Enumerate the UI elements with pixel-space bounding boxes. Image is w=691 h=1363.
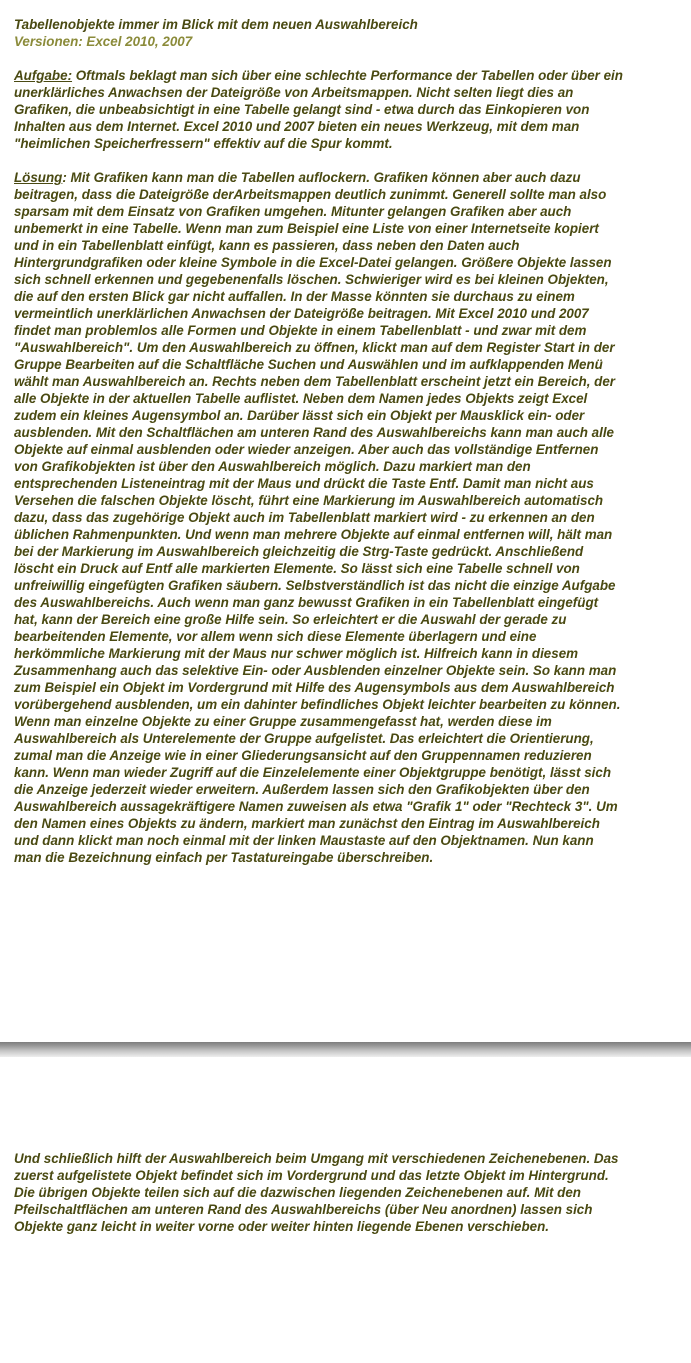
page-break-separator	[0, 1042, 691, 1057]
document-page-2	[0, 1057, 691, 1363]
continuation-paragraph: Und schließlich hilft der Auswahlbereich beim Umgang mit verschiedenen Zeichenebenen. Das zuerst aufgelistete Objekt befindet sich im Vordergrund und das letzte Objekt im Hintergrund. Die übrigen Objekte teilen sich auf die dazwischen liegenden Zeichenebenen auf. Mit den Pfeilschaltflächen am unteren Rand des Auswahlbereichs (über Neu anordnen) lassen sich Objekte ganz leicht in weiter vorne oder weiter hinten liegende Ebenen verschieben.	[14, 1151, 619, 1234]
page-1-content	[14, 16, 624, 866]
solution-text: : Mit Grafiken kann man die Tabellen auflockern. Grafiken können aber auch dazu beitragen, dass die Dateigröße derArbeitsmappen deutlich zunimmt. Generell sollte man also sparsam mit dem Einsatz von Grafiken umgehen. Mitunter gelangen Grafiken aber auch unbemerkt in eine Tabelle. Wenn man zum Beispiel eine Liste von einer Internetseite kopiert und in ein Tabellenblatt einfügt, kann es passieren, dass neben den Daten auch Hintergrundgrafiken oder kleine Symbole in die Excel-Datei gelangen. Größere Objekte lassen sich schnell erkennen und gegebenenfalls löschen. Schwieriger wird es bei kleinen Objekten, die auf den ersten Blick gar nicht auffallen. In der Masse könnten sie durchaus zu einem vermeintlich unerklärlichen Anwachsen der Dateigröße beitragen. Mit Excel 2010 und 2007 findet man problemlos alle Formen und Objekte in einem Tabellenblatt - und zwar mit dem "Auswahlbereich". Um den Auswahlbereich zu öffnen, klickt man auf dem Register Start in der Gruppe Bearbeiten auf die Schaltfläche Suchen und Auswählen und im aufklappenden Menü wählt man Auswahlbereich an. Rechts neben dem Tabellenblatt erscheint jetzt ein Bereich, der alle Objekte in der aktuellen Tabelle auflistet. Neben dem Namen jedes Objekts zeigt Excel zudem ein kleines Augensymbol an. Darüber lässt sich ein Objekt per Mausklick ein- oder ausblenden. Mit den Schaltflächen am unteren Rand des Auswahlbereichs kann man auch alle Objekte auf einmal ausblenden oder wieder anzeigen. Aber auch das vollständige Entfernen von Grafikobjekten ist über den Auswahlbereich möglich. Dazu markiert man den entsprechenden Listeneintrag mit der Maus und drückt die Taste Entf. Damit man nicht aus Versehen die falschen Objekte löscht, führt eine Markierung im Auswahlbereich automatisch dazu, dass das zugehörige Objekt auch im Tabellenblatt markiert wird - zu erkennen an den üblichen Rahmenpunkten. Und wenn man mehrere Objekte auf einmal entfernen will, hält man bei der Markierung im Auswahlbereich gleichzeitig die Strg-Taste gedrückt. Anschließend löscht ein Druck auf Entf alle markierten Elemente. So lässt sich eine Tabelle schnell von unfreiwillig eingefügten Grafiken säubern. Selbstverständlich ist das nicht die einzige Aufgabe des Auswahlbereichs. Auch wenn man ganz bewusst Grafiken in ein Tabellenblatt eingefügt hat, kann der Bereich eine große Hilfe sein. So erleichtert er die Auswahl der gerade zu bearbeitenden Elemente, vor allem wenn sich diese Elemente überlagern und eine herkömmliche Markierung mit der Maus nur schwer möglich ist. Hilfreich kann in diesem Zusammenhang auch das selektive Ein- oder Ausblenden einzelner Objekte sein. So kann man zum Beispiel ein Objekt im Vordergrund mit Hilfe des Augensymbols aus dem Auswahlbereich vorübergehend ausblenden, um ein dahinter befindliches Objekt leichter bearbeiten zu können. Wenn man einzelne Objekte zu einer Gruppe zusammengefasst hat, werden diese im Auswahlbereich als Unterelemente der Gruppe aufgelistet. Das erleichtert die Orientierung, zumal man die Anzeige wie in einer Gliederungsansicht auf den Gruppennamen reduzieren kann. Wenn man wieder Zugriff auf die Einzelelemente einer Objektgruppe benötigt, lässt sich die Anzeige jederzeit wieder erweitern. Außerdem lassen sich den Grafikobjekten über den Auswahlbereich aussagekräftigere Namen zuweisen als etwa "Grafik 1" oder "Rechteck 3". Um den Namen eines Objekts zu ändern, markiert man zunächst den Eintrag im Auswahlbereich und dann klickt man noch einmal mit der linken Maustaste auf den Objektnamen. Nun kann man die Bezeichnung einfach per Tastatureingabe überschreiben.	[14, 170, 621, 865]
page-2-content	[14, 1150, 624, 1235]
spacer	[14, 152, 624, 169]
task-text: Oftmals beklagt man sich über eine schlechte Performance der Tabellen oder über ein unerklärliches Anwachsen der Dateigröße von Arbeitsmappen. Nicht selten liegt dies an Grafiken, die unbeabsichtigt in eine Tabelle gelangt sind - etwa durch das Einkopieren von Inhalten aus dem Internet. Excel 2010 und 2007 bieten ein neues Werkzeug, mit dem man "heimlichen Speicherfressern" effektiv auf die Spur kommt.	[14, 68, 623, 151]
document-subtitle: Versionen: Excel 2010, 2007	[14, 34, 193, 49]
solution-paragraph	[14, 169, 624, 866]
document-title: Tabellenobjekte immer im Blick mit dem neuen Auswahlbereich	[14, 17, 418, 32]
spacer	[14, 50, 624, 67]
solution-label: Lösung	[14, 170, 63, 185]
task-paragraph	[14, 67, 624, 152]
task-label: Aufgabe:	[14, 68, 73, 83]
